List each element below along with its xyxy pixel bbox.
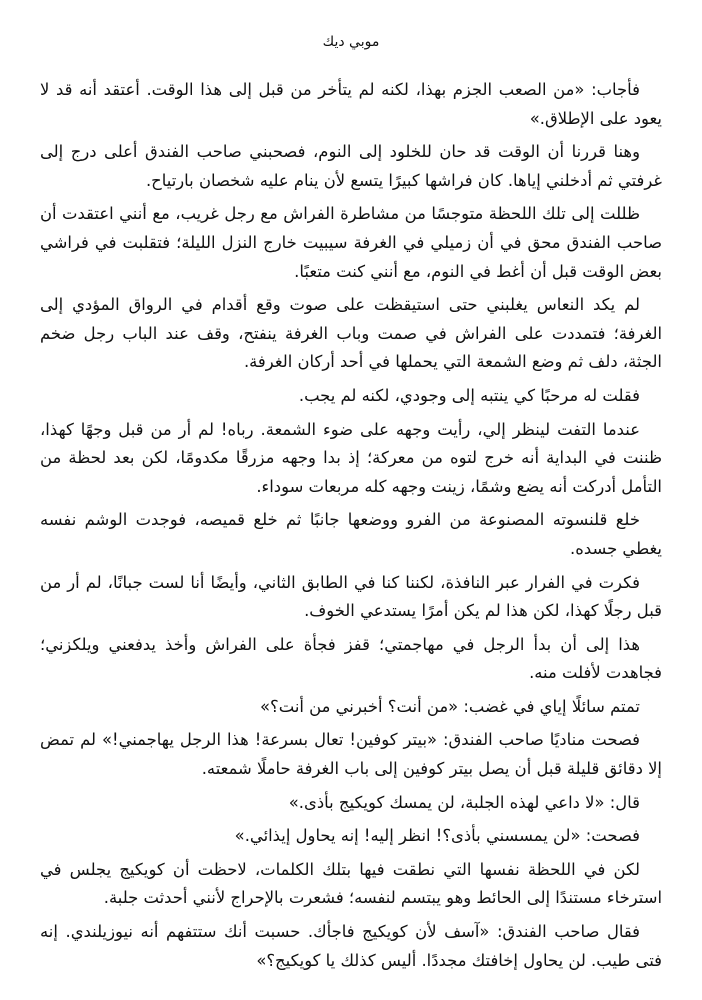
paragraph: وهنا قررنا أن الوقت قد حان للخلود إلى النوم، فصحبني صاحب الفندق أعلى درج إلى غرفتي ثم أدخلني إياها. كان فراشها كبيرًا يتسع لأن ينام عليه شخصان بارتياح. bbox=[34, 142, 662, 190]
paragraph: فقال صاحب الفندق: «آسف لأن كويكيج فاجأك. حسبت أنك ستتفهم أنه نيوزيلندي. إنه فتى طيب. لن يحاول إخافتك مجددًا. أليس كذلك يا كويكيج؟» bbox=[34, 922, 662, 970]
page-body bbox=[34, 76, 662, 980]
paragraph: ظللت إلى تلك اللحظة متوجسًا من مشاطرة الفراش مع رجل غريب، مع أنني اعتقدت أن صاحب الفندق محق في أن زميلي في الغرفة سيبيت خارج النزل الليلة؛ فتقلبت في فراشي بعض الوقت قبل أن أغط في النوم، مع أنني كنت متعبًا. bbox=[34, 204, 662, 281]
paragraph: فكرت في الفرار عبر النافذة، لكننا كنا في الطابق الثاني، وأيضًا أنا لست جبانًا، لم أر من قبل رجلًا كهذا، لكن هذا لم يكن أمرًا يستدعي الخوف. bbox=[34, 572, 662, 621]
paragraph: فصحت مناديًا صاحب الفندق: «بيتر كوفين! تعال بسرعة! هذا الرجل يهاجمني!» لم تمض إلا دقائق قليلة قبل أن يصل بيتر كوفين إلى باب الغرفة حاملًا شمعته. bbox=[34, 730, 662, 779]
paragraph: فقلت له مرحبًا كي ينتبه إلى وجودي، لكنه لم يجب. bbox=[298, 385, 640, 405]
paragraph: لكن في اللحظة نفسها التي نطقت فيها بتلك الكلمات، لاحظت أن كويكيج يجلس في استرخاء مستندًا إلى الحائط وهو يبتسم لنفسه؛ فشعرت بالإحراج لأنني أحدثت جلبة. bbox=[34, 859, 662, 908]
paragraph: خلع قلنسوته المصنوعة من الفرو ووضعها جانبًا ثم خلع قميصه، فوجدت الوشم نفسه يغطي جسده. bbox=[34, 510, 662, 558]
paragraph: تمتم سائلًا إياي في غضب: «من أنت؟ أخبرني من أنت؟» bbox=[260, 696, 640, 716]
paragraph: عندما التفت لينظر إلي، رأيت وجهه على ضوء الشمعة. رباه! لم أر من قبل وجهًا كهذا، ظننت في البداية أنه خرج لتوه من معركة؛ إذ بدا وجهه مزرقًا مكدومًا، لكن بعد لحظة من التأمل أدركت أنه يضع وشمًا، زينت وجهه كله مربعات سوداء. bbox=[34, 419, 662, 496]
paragraph: لم يكد النعاس يغلبني حتى استيقظت على صوت وقع أقدام في الرواق المؤدي إلى الغرفة؛ فتمددت على الفراش في صمت وباب الغرفة ينفتح، وقف عند الباب رجل ضخم الجثة، دلف ثم وضع الشمعة التي يحملها في أحد أركان الغرفة. bbox=[34, 295, 662, 372]
paragraph: فصحت: «لن يمسسني بأذى؟! انظر إليه! إنه يحاول إيذائي.» bbox=[234, 826, 640, 846]
paragraph: فأجاب: «من الصعب الجزم بهذا، لكنه لم يتأخر من قبل إلى هذا الوقت. أعتقد أنه قد لا يعود على الإطلاق.» bbox=[34, 80, 662, 128]
paragraph: هذا إلى أن بدأ الرجل في مهاجمتي؛ قفز فجأة على الفراش وأخذ يدفعني ويلكزني؛ فجاهدت لأفلت منه. bbox=[34, 634, 662, 683]
paragraph: قال: «لا داعي لهذه الجلبة، لن يمسك كويكيج بأذى.» bbox=[288, 792, 640, 812]
running-header: موبي ديك bbox=[322, 34, 380, 50]
